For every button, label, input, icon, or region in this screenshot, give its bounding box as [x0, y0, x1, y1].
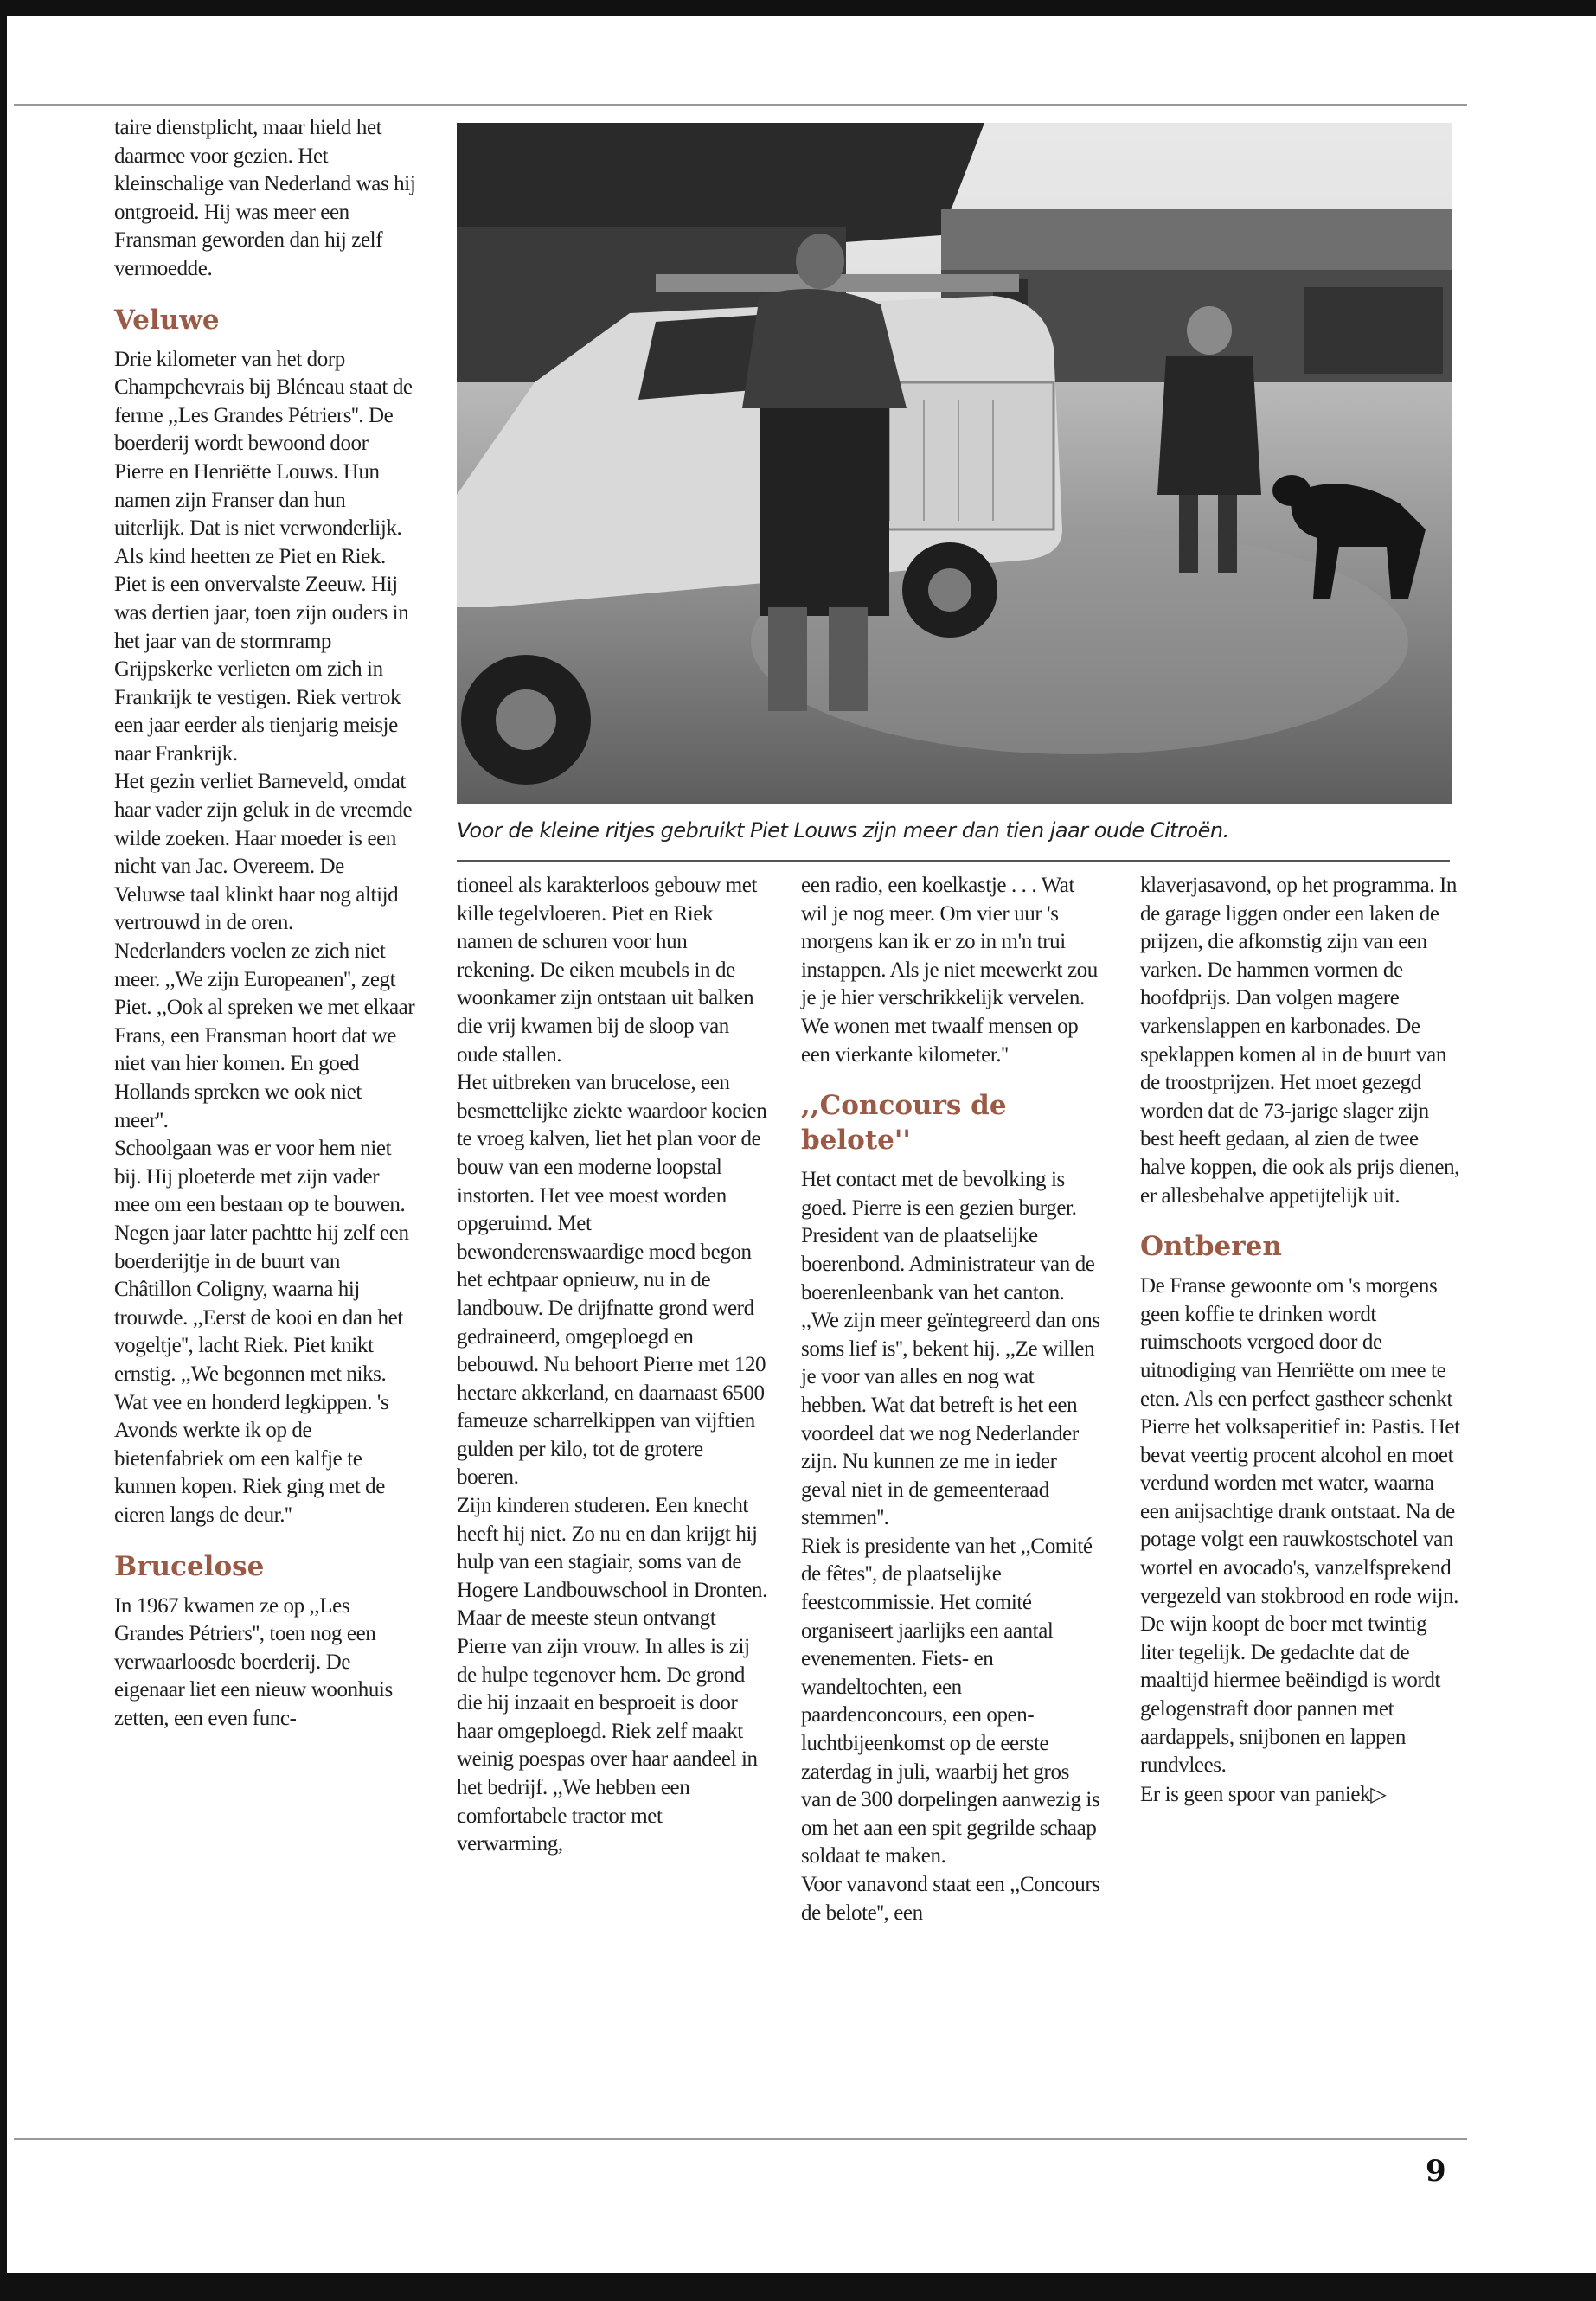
paragraph: Het uitbreken van brucelose, een besmettelijke ziekte waardoor koeien te vroeg kalven, liet het plan voor de bouw van een moderne loopstal instorten. Het vee moest worden opgeruimd. Met bewonderenswaardige moed begon het echtpaar opnieuw, nu in de landbouw. De drijfnatte grond werd gedraineerd, omgeploegd en bebouwd. Nu behoort Pierre met 120 hectare akkerland, en daarnaast 6500 fameuze scharrelkippen van vijftien gulden per kilo, tot de grotere boeren. — [457, 1071, 767, 1490]
article-photo — [457, 123, 1452, 804]
paragraph: taire dienstplicht, maar hield het daarmee voor gezien. Het kleinschalige van Nederland was hij ontgroeid. Hij was meer een Fransman geworden dan hij zelf vermoedde. — [114, 116, 416, 280]
section-heading-concours: ,,Concours de belote'' — [801, 1090, 1007, 1157]
paragraph: Drie kilometer van het dorp Champchevrais bij Bléneau staat de ferme ,,Les Grandes Pétriers''. De boerderij wordt bewoond door Pierre en Henriëtte Louws. Hun namen zijn Franser dan hun uiterlijk. Dat is niet verwonderlijk. Als kind heetten ze Piet en Riek. — [114, 347, 413, 568]
page-number: 9 — [1426, 2154, 1446, 2189]
paragraph: Het contact met de bevolking is goed. Pierre is een gezien burger. President van de plaatselijke boerenbond. Administrateur van de boerenleenbank van het canton. ,,We zijn meer geïntegreerd dan ons soms lief is'', bekent hij. ,,Ze willen je voor van alles en nog wat hebben. Wat dat betreft is het een voordeel dat we nog Nederlander zijn. Nu kunnen ze me in ieder geval niet in de gemeenteraad stemmen''. — [801, 1168, 1100, 1530]
scan-border-top — [0, 0, 1596, 16]
caption-rule — [457, 860, 1450, 862]
page-top-rule — [14, 104, 1467, 106]
article-column-4 — [1140, 872, 1460, 1809]
paragraph: Schoolgaan was er voor hem niet bij. Hij ploeterde met zijn vader mee om een bestaan op te bouwen. Negen jaar later pachtte hij zelf een boerderijtje in de buurt van Châtillon Coligny, waarna hij trouwde. ,,Eerst de kooi en dan het vogeltje'', lacht Riek. Piet knikt ernstig. ,,We begonnen met niks. Wat vee en honderd legkippen. 's Avonds werkte ik op de bietenfabriek om een kalfje te kunnen kopen. Riek ging met de eieren langs de deur.'' — [114, 1137, 409, 1527]
paragraph: De Franse gewoonte om 's morgens geen koffie te drinken wordt ruimschoots vergoed door de uitnodiging van Henriëtte om mee te eten. Als een perfect gastheer schenkt Pierre het volksaperitief in: Pastis. Het bevat veertig procent alcohol en moet verdund worden met water, waarna een anijsachtige drank ontstaat. Na de potage volgt een rauwkostschotel van wortel en avocado's, vanzelfsprekend vergezeld van stokbrood en rode wijn. De wijn koopt de boer met twintig liter tegelijk. De gedachte dat de maaltijd hiermee beëindigd is wordt gelogenstraft door pannen met aardappels, snijbonen en lappen rundvlees. — [1140, 1274, 1460, 1778]
triangle-right-icon: ▷ — [1370, 1781, 1387, 1806]
section-heading-ontberen: Ontberen — [1140, 1231, 1282, 1263]
paragraph: Piet is een onvervalste Zeeuw. Hij was dertien jaar, toen zijn ouders in het jaar van de stormramp Grijpskerke verlieten om zich in Frankrijk te vestigen. Riek vertrok een jaar eerder als tienjarig meisje naar Frankrijk. — [114, 573, 409, 766]
paragraph-last — [1140, 1780, 1460, 1810]
paragraph: Het gezin verliet Barneveld, omdat haar vader zijn geluk in de vreemde wilde zoeken. Haar moeder is een nicht van Jac. Overeem. De Veluwse taal klinkt haar nog altijd vertrouwd in de oren. — [114, 770, 413, 935]
paragraph: In 1967 kwamen ze op ,,Les Grandes Pétriers'', toen nog een verwaarloosde boerderij. De eigenaar liet een nieuw woonhuis zetten, een even func- — [114, 1593, 393, 1730]
photo-caption: Voor de kleine ritjes gebruikt Piet Louws zijn meer dan tien jaar oude Citroën. — [457, 818, 1229, 843]
page-bottom-rule — [14, 2138, 1467, 2140]
paragraph: een radio, een koelkastje . . . Wat wil je nog meer. Om vier uur 's morgens kan ik er zo in m'n trui instappen. Als je niet meewerkt zou je je hier verschrikkelijk vervelen. We wonen met twaalf mensen op een vierkante kilometer.'' — [801, 874, 1098, 1067]
section-heading-brucelose: Brucelose — [114, 1550, 265, 1582]
scan-border-left — [0, 0, 7, 2301]
paragraph: Voor vanavond staat een ,,Concours de belote'', een — [801, 1873, 1100, 1925]
article-column-2 — [457, 872, 770, 1859]
paragraph: Nederlanders voelen ze zich niet meer. ,,We zijn Europeanen'', zegt Piet. ,,Ook al spreken we met elkaar Frans, een Fransman hoort dat we niet van hier komen. En goed Hollands spreken we ook niet meer''. — [114, 939, 415, 1132]
paragraph-last-text: Er is geen spoor van paniek — [1140, 1782, 1371, 1806]
paragraph: Riek is presidente van het ,,Comité de fêtes'', de plaatselijke feestcommissie. Het comité organiseert jaarlijks een aantal evenementen. Fiets- en wandeltochten, een paardenconcours, een open-luchtbijeenkomst op de eerste zaterdag in juli, waarbij het gros van de 300 dorpelingen aanwezig is om het aan een spit gegrilde schaap soldaat te maken. — [801, 1534, 1100, 1868]
article-column-1 — [114, 114, 419, 1733]
paragraph: klaverjasavond, op het programma. In de garage liggen onder een laken de prijzen, die afkomstig zijn van een varken. De hammen vormen de hoofdprijs. Dan volgen magere varkenslappen en karbonades. De speklappen komen al in de buurt van de troostprijzen. Het moet gezegd worden dat de 73-jarige slager zijn best heeft gedaan, al zien de twee halve koppen, die ook als prijs dienen, er allesbehalve appetijtelijk uit. — [1140, 874, 1460, 1208]
section-heading-veluwe: Veluwe — [114, 304, 220, 336]
paragraph: Zijn kinderen studeren. Een knecht heeft hij niet. Zo nu en dan krijgt hij hulp van een stagiair, soms van de Hogere Landbouwschool in Dronten. Maar de meeste steun ontvangt Pierre van zijn vrouw. In alles is zij de hulpe tegenover hem. De grond die hij inzaait en besproeit is door haar omgeploegd. Riek zelf maakt weinig poespas over haar aandeel in het bedrijf. ,,We hebben een comfortabele tractor met verwarming, — [457, 1494, 767, 1856]
paragraph: tioneel als karakterloos gebouw met kille tegelvloeren. Piet en Riek namen de schuren voor hun rekening. De eiken meubels in de woonkamer zijn ontstaan uit balken die vrij kwamen bij de sloop van oude stallen. — [457, 874, 757, 1067]
scan-border-bottom — [0, 2273, 1596, 2301]
farm-photo-illustration — [457, 123, 1452, 804]
article-column-3 — [801, 872, 1102, 1927]
